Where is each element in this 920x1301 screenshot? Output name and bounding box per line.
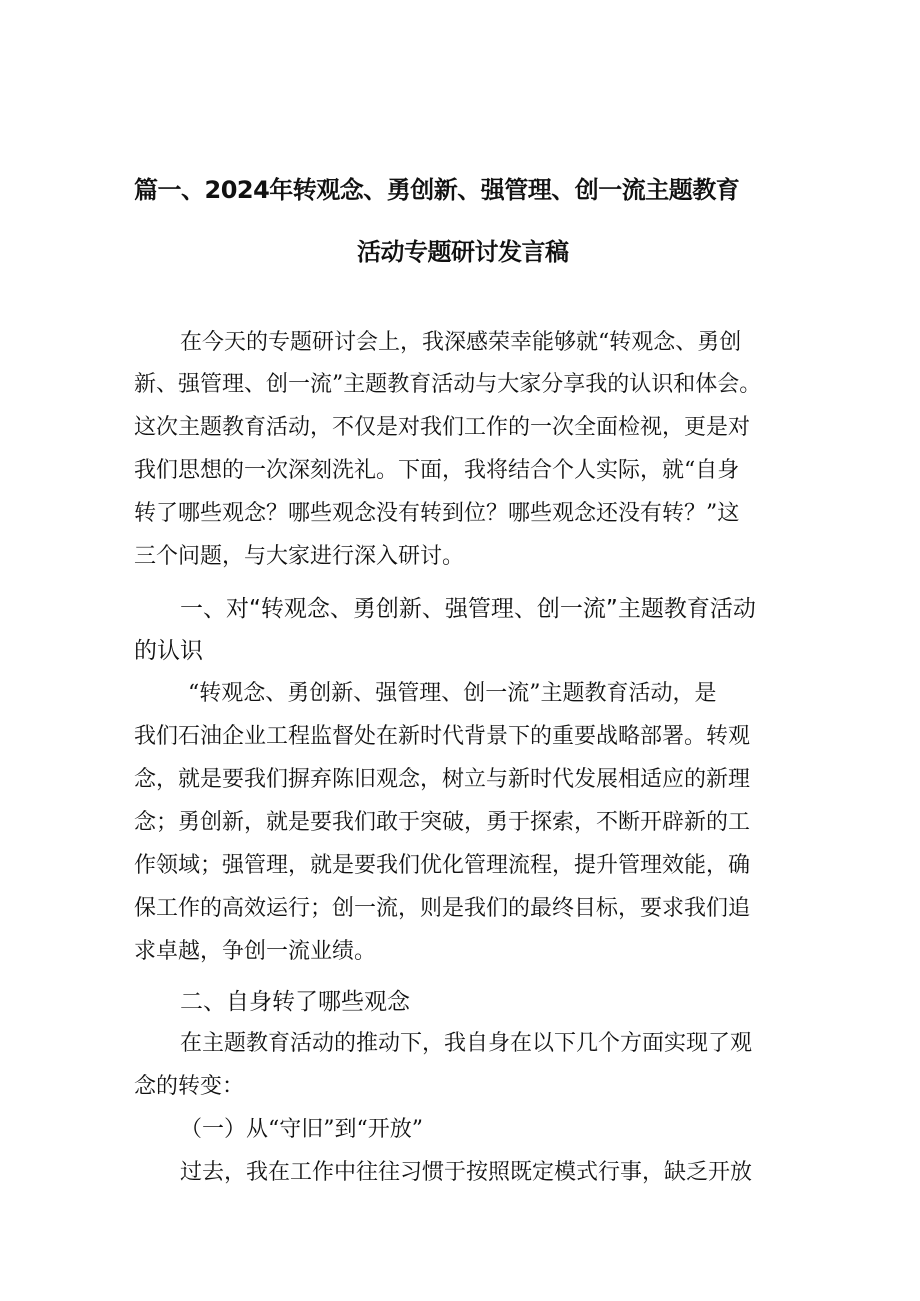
subsection-1-heading: （一）从“守旧”到“开放” (180, 1117, 423, 1142)
intro-line: 在今天的专题研讨会上，我深感荣幸能够就“转观念、勇创 (180, 330, 742, 355)
section-1-heading-line-2: 的认识 (134, 638, 203, 664)
section-1-line: 念，就是要我们摒弃陈旧观念，树立与新时代发展相适应的新理 (134, 767, 751, 792)
intro-line: 转了哪些观念？哪些观念没有转到位？哪些观念还没有转？”这 (134, 501, 740, 526)
section-1-line: “转观念、勇创新、强管理、创一流”主题教育活动，是 (188, 681, 717, 706)
section-1-line: 作领域；强管理，就是要我们优化管理流程，提升管理效能，确 (134, 853, 751, 878)
section-1-line: 求卓越，争创一流业绩。 (134, 939, 377, 964)
intro-line: 我们思想的一次深刻洗礼。下面，我将结合个人实际，就“自身 (134, 458, 740, 483)
section-1-line: 我们石油企业工程监督处在新时代背景下的重要战略部署。转观 (134, 724, 751, 749)
intro-line: 新、强管理、创一流”主题教育活动与大家分享我的认识和体会。 (134, 372, 762, 397)
subsection-1-line: 过去，我在工作中往往习惯于按照既定模式行事，缺乏开放 (180, 1160, 753, 1185)
section-1-line: 念；勇创新，就是要我们敢于突破，勇于探索，不断开辟新的工 (134, 810, 751, 835)
section-1-line: 保工作的高效运行；创一流，则是我们的最终目标，要求我们追 (134, 896, 751, 921)
section-2-heading: 二、自身转了哪些观念 (180, 989, 410, 1015)
intro-line: 这次主题教育活动，不仅是对我们工作的一次全面检视，更是对 (134, 415, 751, 440)
intro-line: 三个问题，与大家进行深入研讨。 (134, 544, 465, 569)
document-title-line-1: 篇一、2024年转观念、勇创新、强管理、创一流主题教育 (134, 176, 740, 204)
section-2-line: 在主题教育活动的推动下，我自身在以下几个方面实现了观 (180, 1031, 753, 1056)
section-1-heading-line-1: 一、对“转观念、勇创新、强管理、创一流”主题教育活动 (180, 596, 756, 622)
document-title-line-2: 活动专题研讨发言稿 (357, 238, 569, 266)
section-2-line: 念的转变： (134, 1074, 245, 1099)
